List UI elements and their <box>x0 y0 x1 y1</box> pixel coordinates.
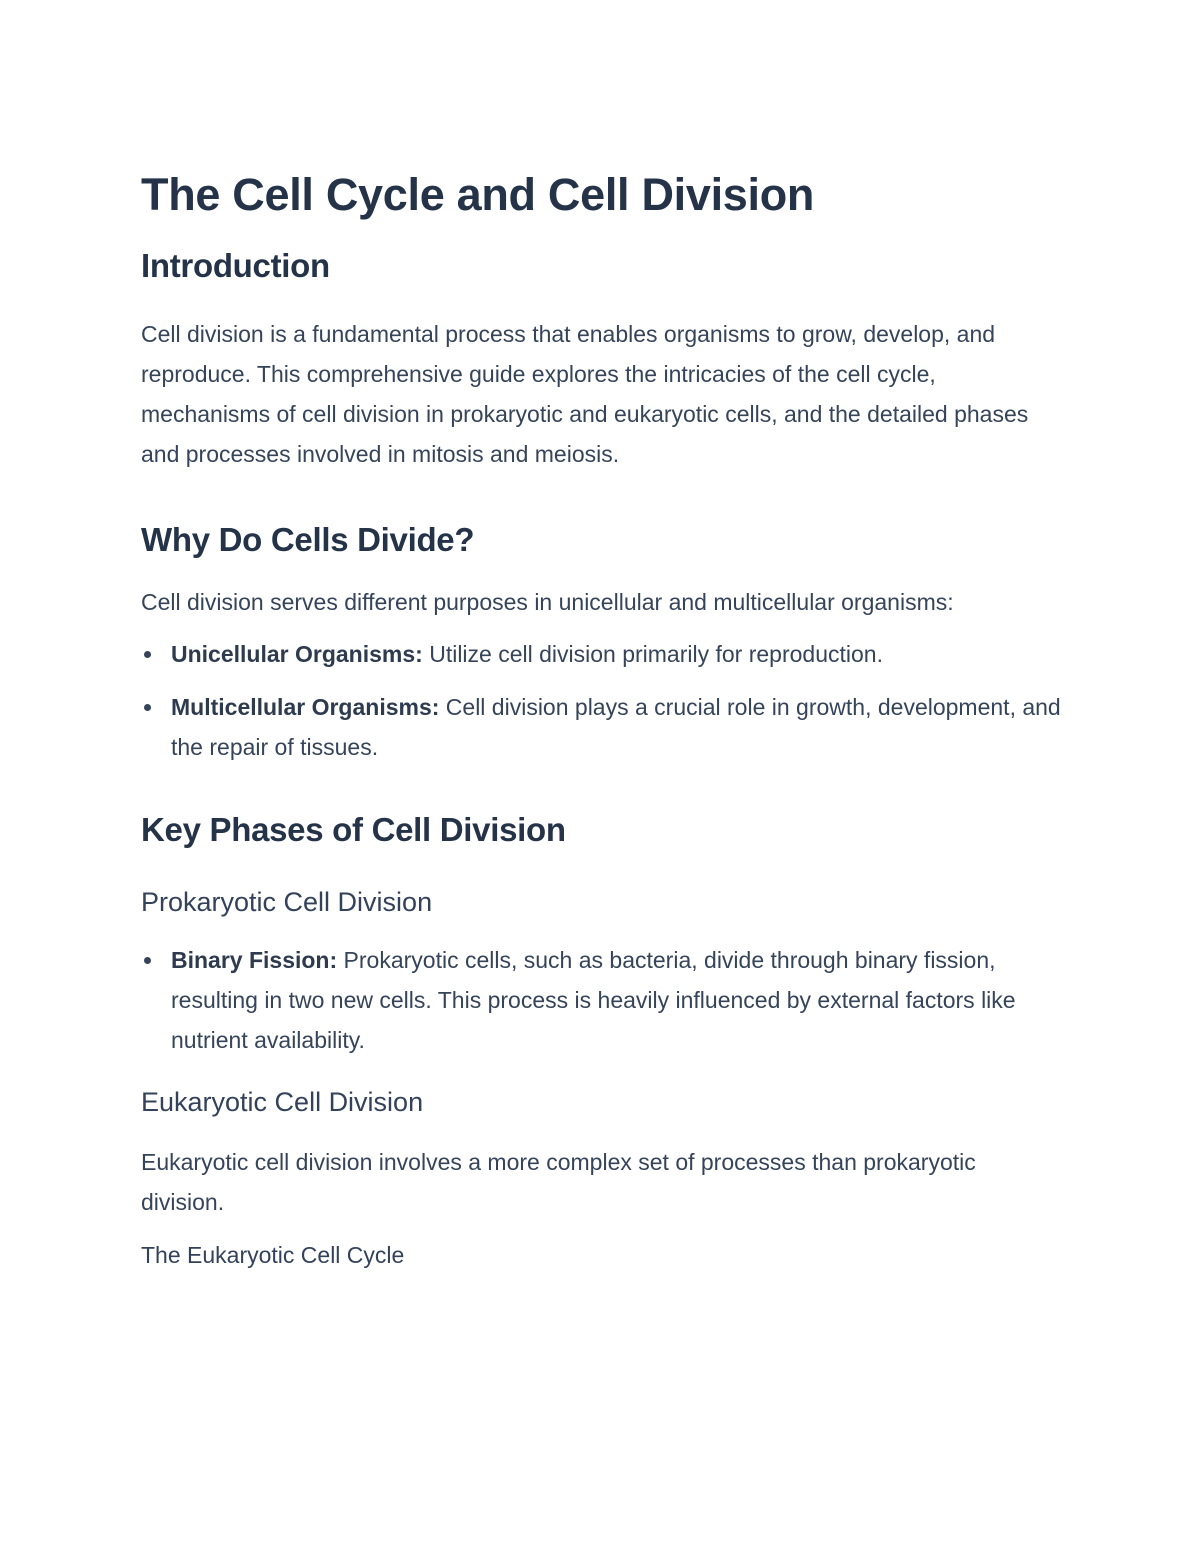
page-title: The Cell Cycle and Cell Division <box>141 169 815 220</box>
eukaryotic-paragraph: Eukaryotic cell division involves a more complex set of processes than prokaryotic division. <box>141 1149 976 1215</box>
why-divide-heading: Why Do Cells Divide? <box>141 521 475 558</box>
list-item-term: Multicellular Organisms: <box>171 694 440 720</box>
document-page <box>141 160 1061 1271</box>
introduction-paragraph: Cell division is a fundamental process that enables organisms to grow, develop, and reproduce. This comprehensive guide explores the intricacies of the cell cycle, mechanisms of cell division in prokaryotic and eukaryotic cells, and the detailed phases and processes involved in mitosis and meiosis. <box>141 321 1029 467</box>
list-item <box>141 940 1061 1060</box>
eukaryotic-cell-cycle-heading: The Eukaryotic Cell Cycle <box>141 1242 405 1268</box>
list-item-term: Unicellular Organisms: <box>171 641 423 667</box>
key-phases-heading: Key Phases of Cell Division <box>141 811 566 848</box>
introduction-heading: Introduction <box>141 247 330 284</box>
bullet-icon <box>144 704 151 711</box>
list-item <box>141 634 1061 674</box>
list-item-text: Utilize cell division primarily for reproduction. <box>422 641 883 667</box>
why-divide-list <box>141 634 1061 767</box>
bullet-icon <box>144 651 151 658</box>
why-divide-paragraph: Cell division serves different purposes in unicellular and multicellular organisms: <box>141 589 954 615</box>
bullet-icon <box>144 957 151 964</box>
list-item <box>141 687 1061 767</box>
prokaryotic-heading: Prokaryotic Cell Division <box>141 887 433 917</box>
list-item-text: Prokaryotic cells, such as bacteria, divide through binary fission, resulting in two new cells. This process is heavily influenced by external factors like nutrient availability. <box>171 947 1016 1053</box>
list-item-text: Cell division plays a crucial role in growth, development, and the repair of tissues. <box>171 694 1061 760</box>
eukaryotic-heading: Eukaryotic Cell Division <box>141 1087 424 1117</box>
prokaryotic-list <box>141 940 1061 1060</box>
list-item-term: Binary Fission: <box>171 947 338 973</box>
